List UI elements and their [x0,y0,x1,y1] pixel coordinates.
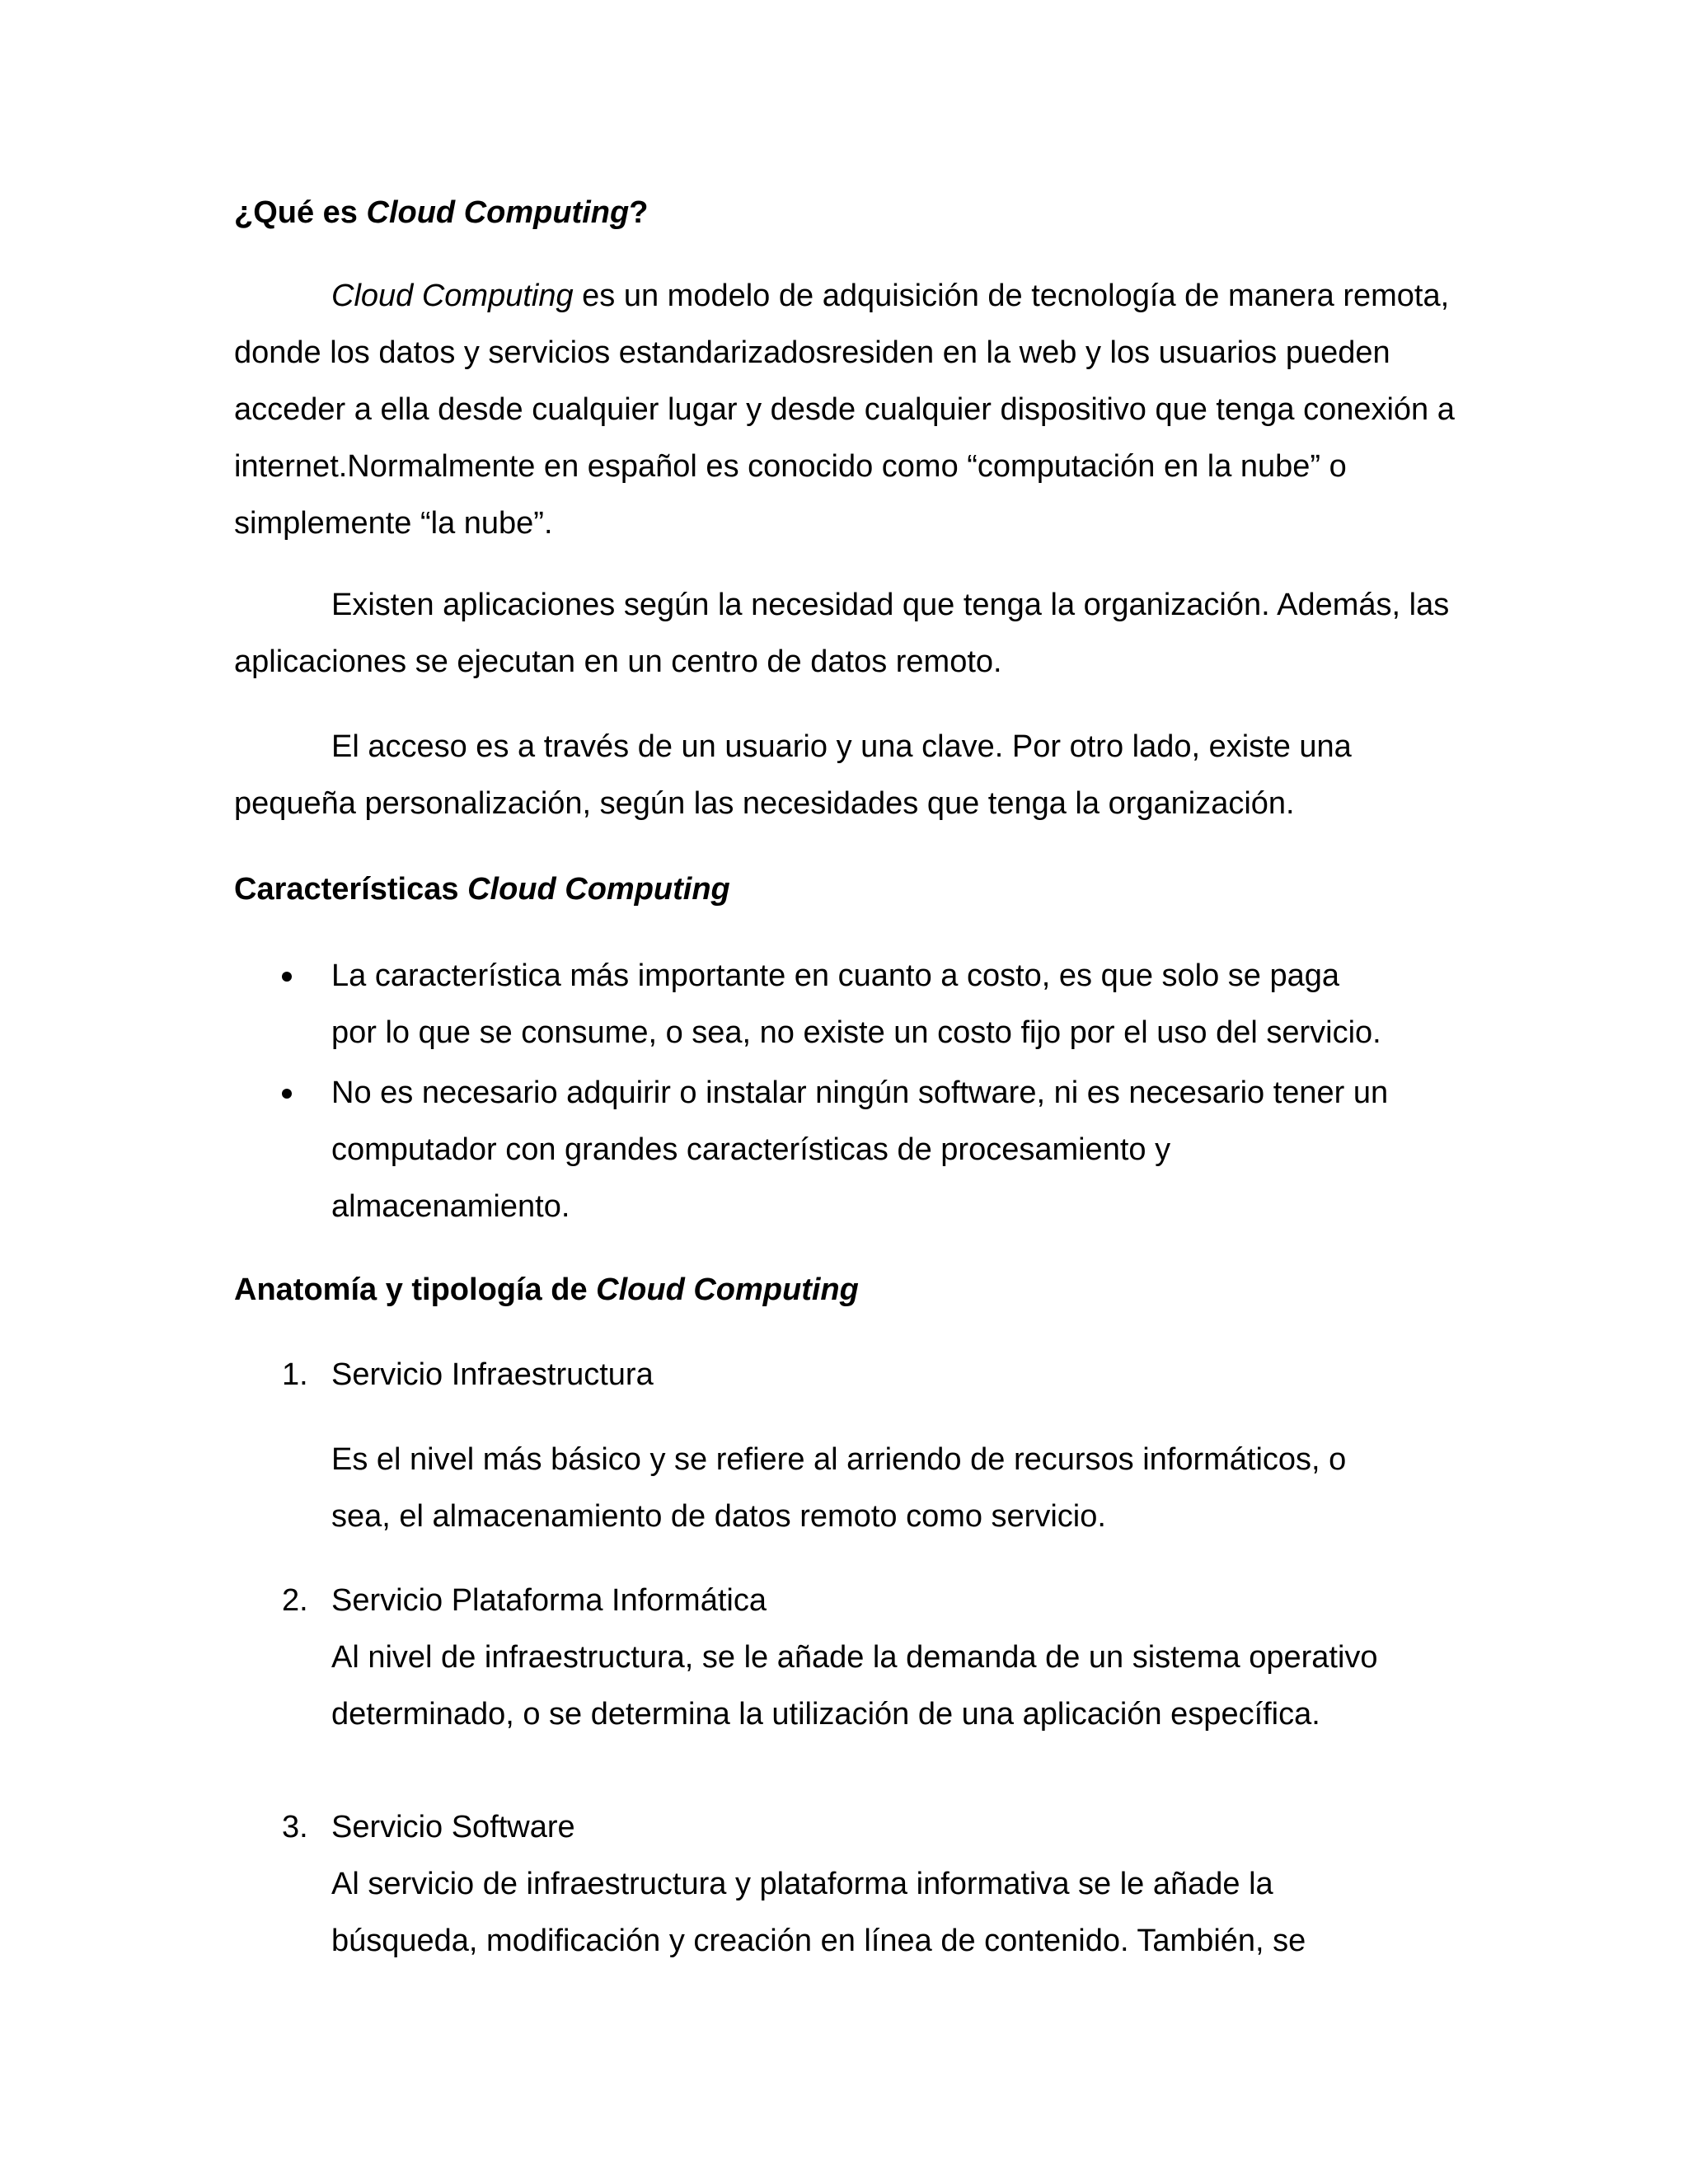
section-heading-anatomy [234,1262,1470,1319]
description-line: Es el nivel más básico y se refiere al arriendo de recursos informáticos, o [331,1442,1347,1477]
paragraph-access: El acceso es a través de un usuario y una clave. Por otro lado, existe una pequeña personalización, según las necesidades que tenga la organización. [234,729,1352,821]
heading-italic: Cloud Computing [596,1272,859,1307]
bullet-line: No es necesario adquirir o instalar ningún software, ni es necesario tener un [331,1076,1389,1110]
paragraph-italic-term: Cloud Computing [331,279,574,313]
item-number: 3. [282,1810,308,1844]
heading-italic: Cloud Computing [467,872,730,907]
numbered-item-infrastructure [234,1347,1470,1404]
bullet-text [331,948,1470,1062]
heading-prefix: ¿Qué es [234,195,367,230]
item-title: Servicio Infraestructura [331,1357,654,1392]
item-description [331,1432,1470,1545]
item-title: Servicio Plataforma Informática [331,1583,767,1618]
bullet-line: La característica más importante en cuanto a costo, es que solo se paga [331,958,1340,993]
description-line: determinado, o se determina la utilización de una aplicación específica. [331,1697,1320,1732]
heading-italic: Cloud Computing [366,195,630,230]
description-line: Al nivel de infraestructura, se le añade la demanda de un sistema operativo [331,1640,1378,1675]
section-heading-features [234,861,1470,918]
paragraph-definition-text: es un modelo de adquisición de tecnología de manera remota, donde los datos y servicios estandarizadosresiden en la web y los usuarios pueden acceder a ella desde cualquier lugar y desde cualquier dispositivo que tenga conexión a internet.Normalmente en español es conocido como “computación en la nube” o simplemente “la nube”. [234,279,1455,541]
heading-prefix: Anatomía y tipología de [234,1272,597,1307]
description-line: Al servicio de infraestructura y plataforma informativa se le añade la [331,1867,1273,1901]
bullet-item [234,948,1470,1062]
paragraph-definition [234,268,1470,552]
numbered-item-platform [234,1572,1470,1743]
numbered-item-software [234,1799,1470,1970]
bullet-icon [282,1089,292,1099]
bullet-line: almacenamiento. [331,1189,570,1224]
heading-suffix: ? [629,195,649,230]
item-title: Servicio Software [331,1810,575,1844]
description-line: sea, el almacenamiento de datos remoto como servicio. [331,1499,1106,1534]
bullet-text [331,1065,1470,1235]
item-number: 1. [282,1357,308,1392]
description-line: búsqueda, modificación y creación en línea de contenido. También, se [331,1924,1306,1958]
bullet-icon [282,972,292,982]
heading-prefix: Características [234,872,468,907]
paragraph-applications: Existen aplicaciones según la necesidad que tenga la organización. Además, las aplicaciones se ejecutan en un centro de datos remoto. [234,588,1450,679]
item-number: 2. [282,1583,308,1618]
bullet-line: por lo que se consume, o sea, no existe un costo fijo por el uso del servicio. [331,1015,1381,1050]
section-heading-what-is [234,185,1470,241]
bullet-item [234,1065,1470,1235]
bullet-line: computador con grandes características de procesamiento y [331,1132,1171,1167]
